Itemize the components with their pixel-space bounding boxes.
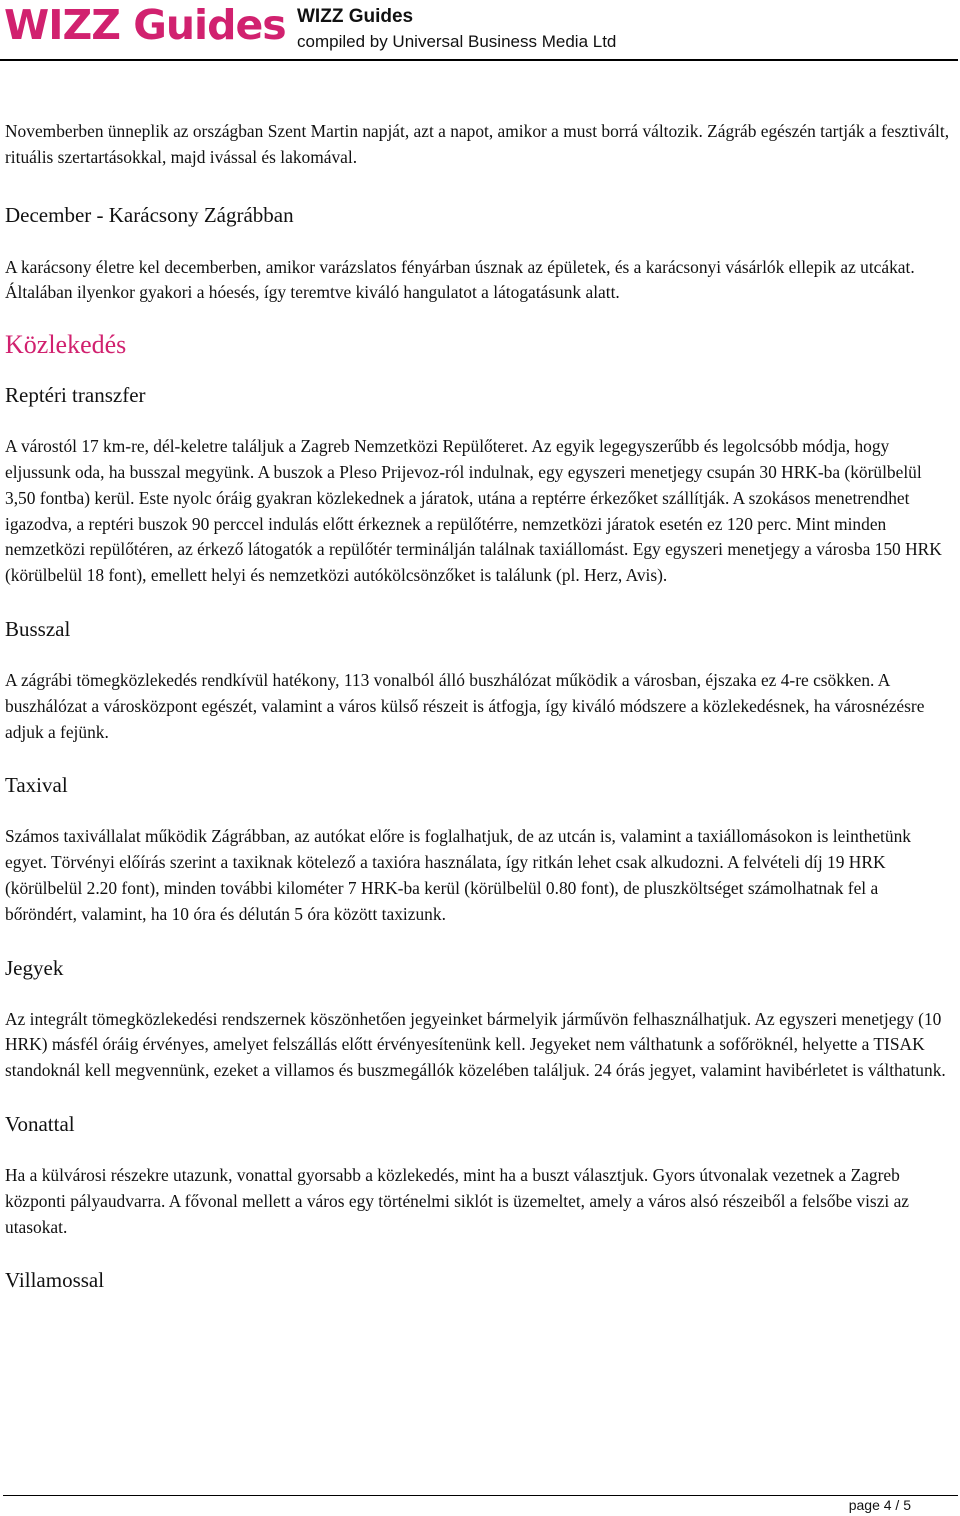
heading-jegyek: Jegyek [5, 955, 64, 980]
header-divider [0, 59, 958, 61]
heading-vonattal: Vonattal [5, 1111, 75, 1136]
paragraph-taxival: Számos taxivállalat működik Zágrábban, az autókat előre is foglalhatjuk, de az utcán is, valamint a taxiállomásokon is leinthetünk egyet. Törvényi előírás szerint a taxiknak kötelező a taxióra használata, így ritkán lehet csak alkudozni. A felvételi díj 19 HRK (körülbelül 2.20 font), minden további kilométer 7 HRK-ba kerül (körülbelül 0.80 font), de pluszköltséget számolhatnak fel a bőröndért, valamint, ha 10 óra és délután 5 óra között taxizunk. [5, 826, 911, 924]
header-title: WIZZ Guides [297, 6, 414, 27]
header-subtitle: compiled by Universal Business Media Ltd [297, 32, 617, 51]
page-number: page 4 / 5 [848, 1497, 911, 1513]
paragraph-jegyek: Az integrált tömegközlekedési rendszernek köszönhetően jegyeinket bármelyik járművön felhasználhatjuk. Az egyszeri menetjegy (10 HRK) másfél óráig érvényes, amelyet felszállás előtt érvényesítenünk kell. Jegyeket nem válthatunk a sofőröknél, helyette a TISAK standoknál kell megvennünk, ezeket a villamos és buszmegállók közelében találjuk. 24 órás jegyet, valamint havibérletet is válthatunk. [5, 1008, 946, 1081]
paragraph-december: A karácsony életre kel decemberben, amikor varázslatos fényárban úsznak az épületek, és a karácsonyi vásárlók ellepik az utcákat. Általában ilyenkor gyakori a hóesés, így teremtve kiváló hangulatot a látogatásunk alatt. [5, 256, 915, 303]
paragraph-intro: Novemberben ünneplik az országban Szent Martin napját, azt a napot, amikor a must borrá változik. Zágráb egészén tartják a fesztivált, rituális szertartásokkal, majd ivással és lakomával. [5, 121, 950, 167]
paragraph-busszal: A zágrábi tömegközlekedés rendkívül hatékony, 113 vonalból álló buszhálózat működik a városban, éjszaka ez 4-re csökken. A buszhálózat a városközpont egészét, valamint a város külső részeit is átfogja, így kiváló módszere a közlekedésnek, ha városnézésre adjuk a fejünk. [5, 669, 925, 742]
paragraph-repteri-transzfer: A várostól 17 km-re, dél-keletre találjuk a Zagreb Nemzetközi Repülőteret. Az egyik legegyszerűbb és legolcsóbb módja, hogy eljussunk oda, ha busszal megyünk. A buszok a Pleso Prijevoz-ról indulnak, egy egyszeri menetjegy csupán 30 HRK-ba (körülbelül 3,50 fontba) kerül. Este nyolc óráig gyakran közlekednek a járatok, utána a reptérre érkezőket szállítják. A szokásos menetrendhet igazodva, a reptéri buszok 90 perccel indulás előtt érkeznek a repülőtérre, nemzetközi járatok esetén ez 120 perc. Mint minden nemzetközi repülőtéren, az érkező látogatók a repülőtér terminálján találnak taxiállomást. Egy egyszeri menetjegy a városba 150 HRK (körülbelül 18 font), emellett helyi és nemzetközi autókölcsönzőket is találunk (pl. Herz, Avis). [5, 436, 942, 586]
wizz-guides-logo: WIZZ Guides [4, 1, 286, 49]
heading-busszal: Busszal [5, 616, 71, 641]
page-header [0, 0, 960, 60]
heading-kozlekedes: Közlekedés [5, 330, 127, 360]
page-content [5, 119, 950, 1294]
paragraph-vonattal: Ha a külvárosi részekre utazunk, vonattal gyorsabb a közlekedés, mint ha a buszt választjuk. Gyors útvonalak vezetnek a Zagreb központi pályaudvarra. A fővonal mellett a város egy történelmi siklót is üzemeltet, amely a város alsó részeiből a felsőbe viszi az utasokat. [5, 1164, 910, 1237]
footer-divider [3, 1495, 958, 1496]
heading-repteri-transzfer: Reptéri transzfer [5, 383, 146, 408]
heading-december: December - Karácsony Zágrábban [5, 202, 294, 227]
heading-villamossal: Villamossal [5, 1268, 105, 1293]
heading-taxival: Taxival [5, 773, 68, 798]
